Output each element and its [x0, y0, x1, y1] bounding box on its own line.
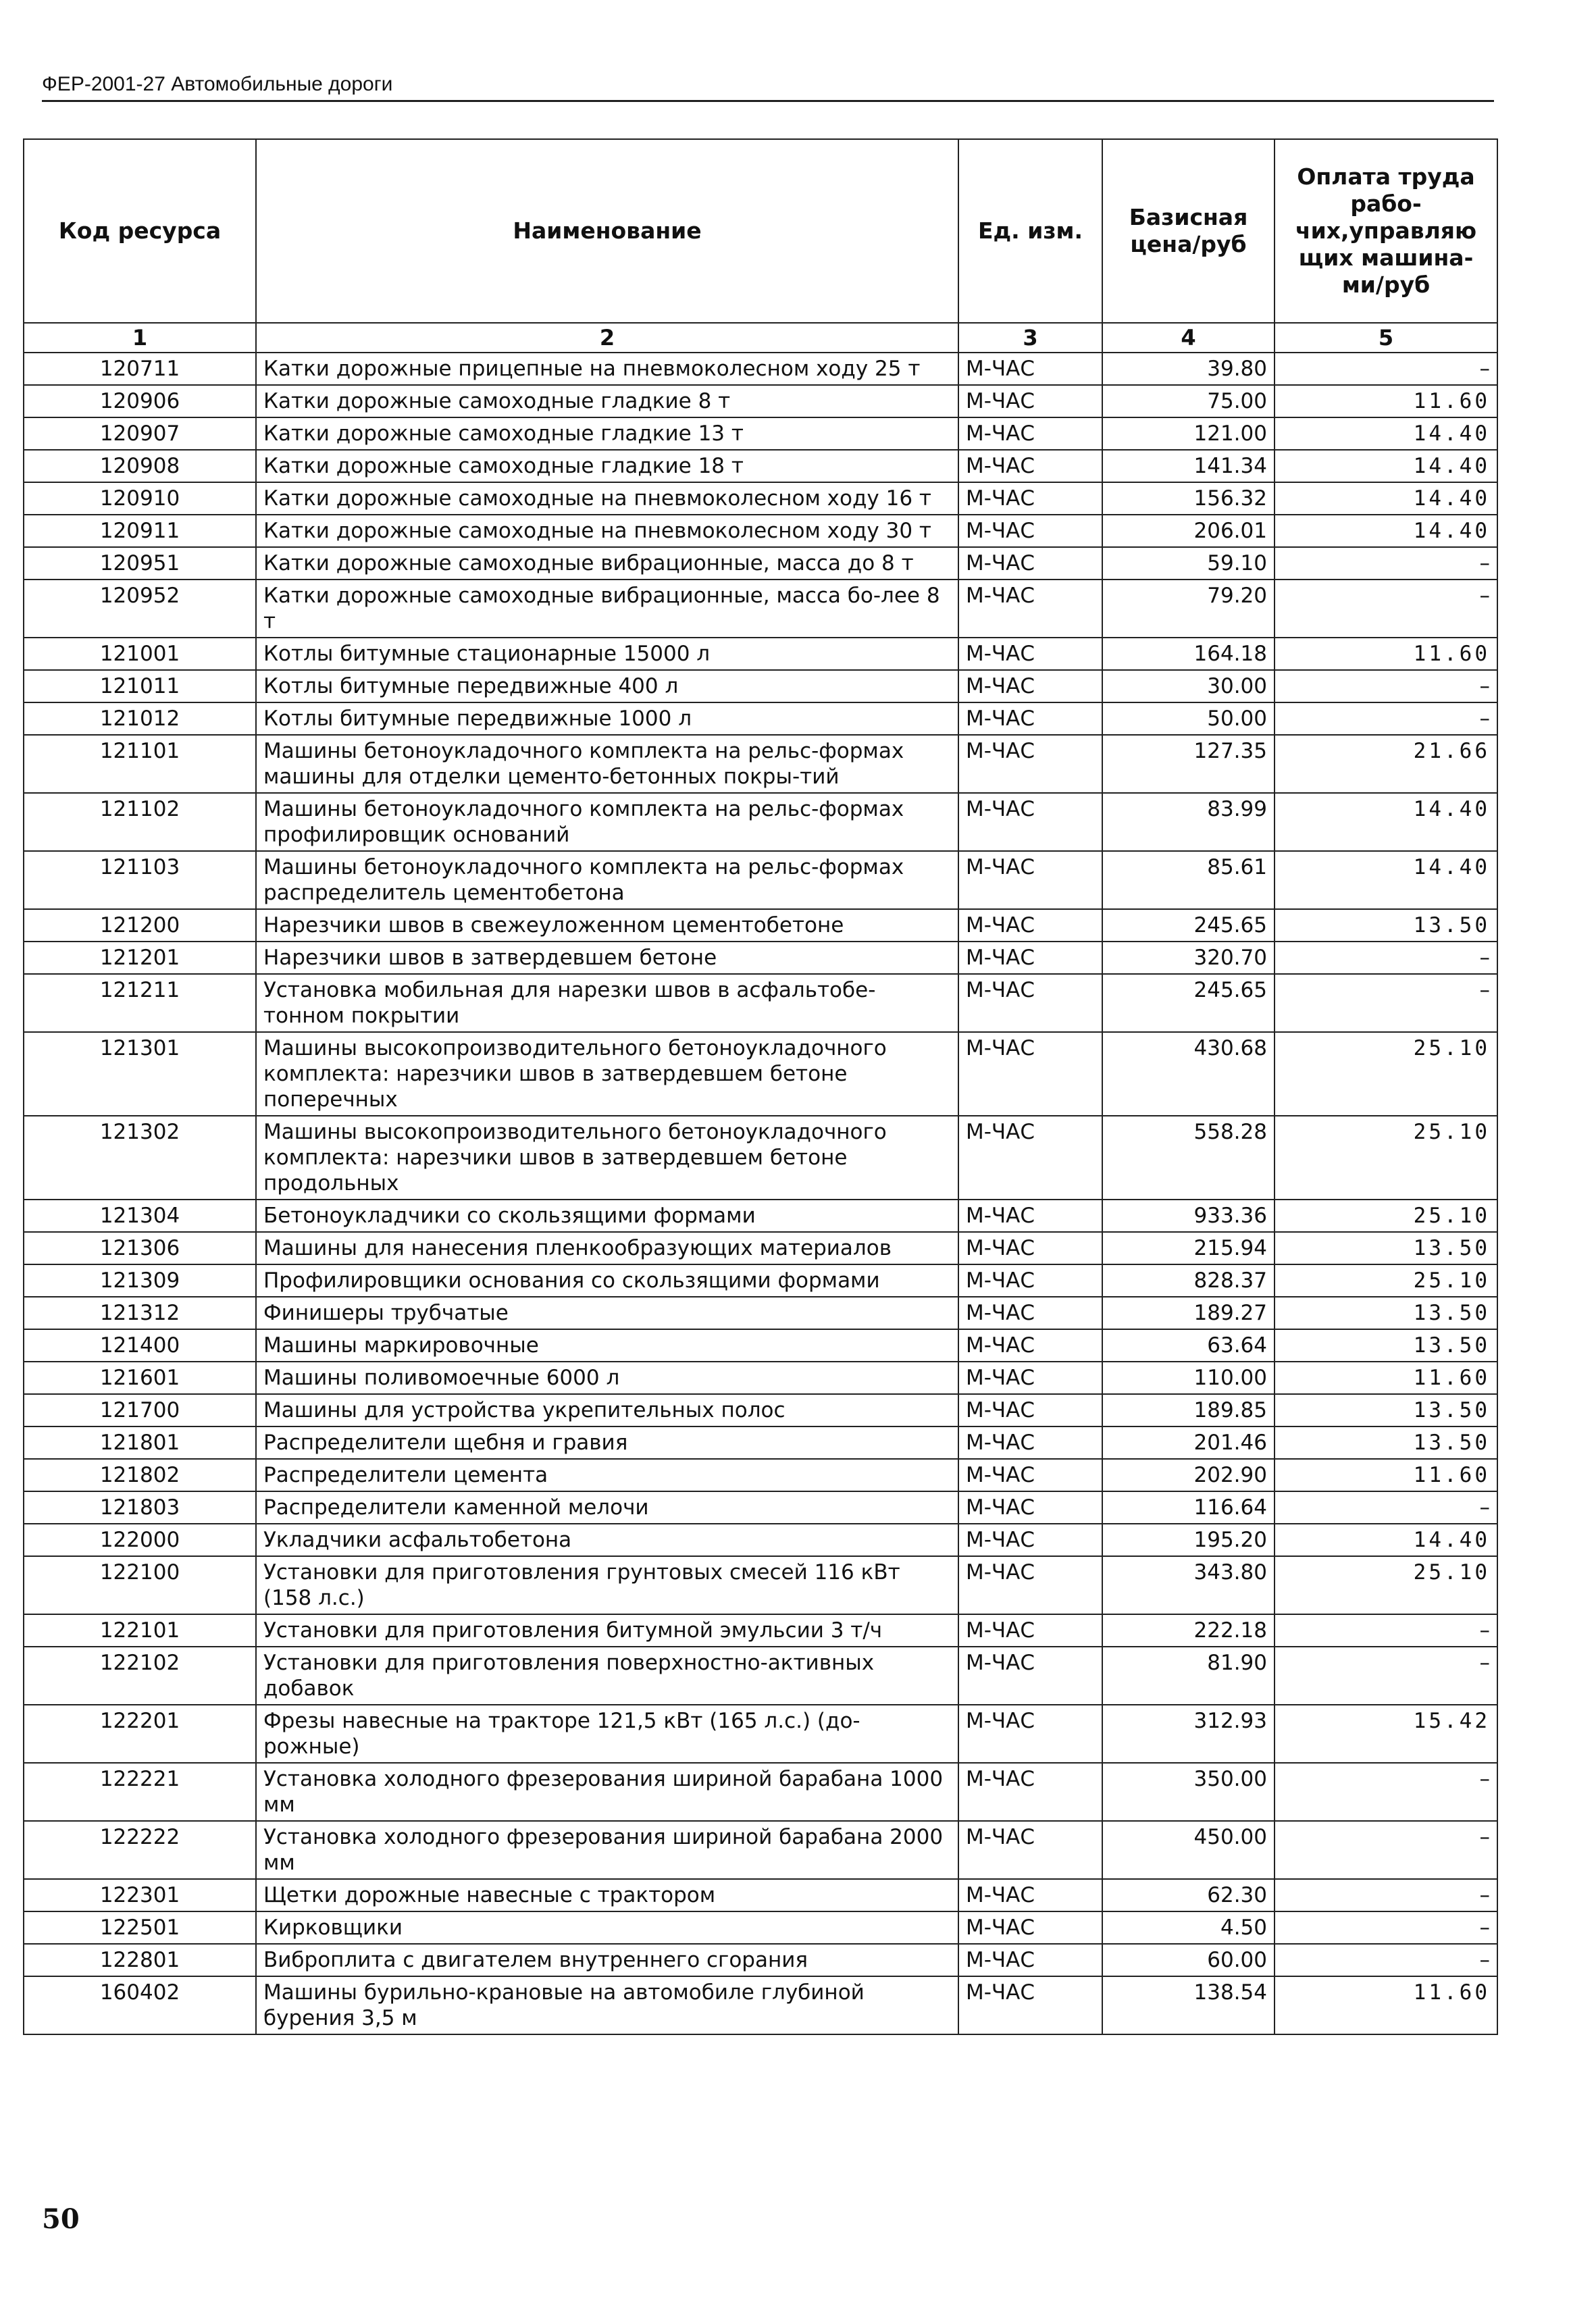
base-price-cell: 138.54: [1102, 1976, 1275, 2034]
table-row: [24, 450, 1497, 482]
column-number: 5: [1275, 323, 1497, 353]
table-row: [24, 1394, 1497, 1426]
base-price-cell: 430.68: [1102, 1032, 1275, 1116]
resource-name-cell: Машины поливомоечные 6000 л: [256, 1362, 958, 1394]
base-price-cell: 62.30: [1102, 1879, 1275, 1911]
unit-cell: М-ЧАС: [958, 580, 1102, 638]
operator-wage-cell: 25.10: [1275, 1032, 1497, 1116]
column-number: 4: [1102, 323, 1275, 353]
resource-code-cell: 121312: [24, 1297, 256, 1329]
base-price-cell: 343.80: [1102, 1556, 1275, 1614]
resource-name-cell: Машины бетоноукладочного комплекта на рельс-формах профилировщик оснований: [256, 793, 958, 851]
operator-wage-cell: 11.60: [1275, 1459, 1497, 1491]
table-row: [24, 385, 1497, 417]
unit-cell: М-ЧАС: [958, 482, 1102, 515]
resource-name-cell: Распределители каменной мелочи: [256, 1491, 958, 1524]
table-row: [24, 1032, 1497, 1116]
resource-name-cell: Катки дорожные самоходные вибрационные, масса бо-лее 8 т: [256, 580, 958, 638]
base-price-cell: 195.20: [1102, 1524, 1275, 1556]
base-price-cell: 39.80: [1102, 353, 1275, 385]
column-number: 2: [256, 323, 958, 353]
operator-wage-cell: 14.40: [1275, 851, 1497, 909]
resource-name-cell: Установки для приготовления грунтовых смесей 116 кВт (158 л.с.): [256, 1556, 958, 1614]
operator-wage-cell: –: [1275, 580, 1497, 638]
unit-cell: М-ЧАС: [958, 1524, 1102, 1556]
resource-name-cell: Катки дорожные самоходные на пневмоколесном ходу 16 т: [256, 482, 958, 515]
unit-cell: М-ЧАС: [958, 1944, 1102, 1976]
unit-cell: М-ЧАС: [958, 851, 1102, 909]
unit-cell: М-ЧАС: [958, 1647, 1102, 1705]
base-price-cell: 245.65: [1102, 974, 1275, 1032]
resource-code-cell: 122201: [24, 1705, 256, 1763]
resource-code-cell: 121200: [24, 909, 256, 942]
unit-cell: М-ЧАС: [958, 353, 1102, 385]
table-row: [24, 909, 1497, 942]
table-row: [24, 1459, 1497, 1491]
resource-name-cell: Катки дорожные самоходные на пневмоколесном ходу 30 т: [256, 515, 958, 547]
resource-code-cell: 121306: [24, 1232, 256, 1264]
base-price-cell: 828.37: [1102, 1264, 1275, 1297]
resource-code-cell: 122221: [24, 1763, 256, 1821]
operator-wage-cell: –: [1275, 1911, 1497, 1944]
resource-name-cell: Катки дорожные прицепные на пневмоколесном ходу 25 т: [256, 353, 958, 385]
table-row: [24, 580, 1497, 638]
resource-name-cell: Машины маркировочные: [256, 1329, 958, 1362]
resource-code-cell: 122222: [24, 1821, 256, 1879]
operator-wage-cell: 25.10: [1275, 1116, 1497, 1200]
base-price-cell: 245.65: [1102, 909, 1275, 942]
resource-code-cell: 120711: [24, 353, 256, 385]
resource-code-cell: 121201: [24, 942, 256, 974]
resource-table: [23, 138, 1498, 2035]
resource-name-cell: Установки для приготовления битумной эмульсии 3 т/ч: [256, 1614, 958, 1647]
table-row: [24, 353, 1497, 385]
base-price-cell: 60.00: [1102, 1944, 1275, 1976]
base-price-cell: 933.36: [1102, 1200, 1275, 1232]
resource-code-cell: 121601: [24, 1362, 256, 1394]
column-number-row: [24, 323, 1497, 353]
operator-wage-cell: 13.50: [1275, 1329, 1497, 1362]
unit-cell: М-ЧАС: [958, 1362, 1102, 1394]
header-wage: Оплата труда рабо-чих,управляю щих машина-ми/руб: [1275, 139, 1497, 323]
resource-name-cell: Нарезчики швов в затвердевшем бетоне: [256, 942, 958, 974]
table-row: [24, 1944, 1497, 1976]
operator-wage-cell: 25.10: [1275, 1264, 1497, 1297]
base-price-cell: 83.99: [1102, 793, 1275, 851]
unit-cell: М-ЧАС: [958, 942, 1102, 974]
operator-wage-cell: –: [1275, 1763, 1497, 1821]
resource-name-cell: Распределители щебня и гравия: [256, 1426, 958, 1459]
resource-code-cell: 121400: [24, 1329, 256, 1362]
unit-cell: М-ЧАС: [958, 974, 1102, 1032]
resource-code-cell: 121700: [24, 1394, 256, 1426]
table-row: [24, 1200, 1497, 1232]
table-row: [24, 1911, 1497, 1944]
resource-code-cell: 122100: [24, 1556, 256, 1614]
resource-code-cell: 120908: [24, 450, 256, 482]
unit-cell: М-ЧАС: [958, 638, 1102, 670]
resource-name-cell: Машины высокопроизводительного бетоноукладочного комплекта: нарезчики швов в затвердевшем бетоне продольных: [256, 1116, 958, 1200]
table-row: [24, 1116, 1497, 1200]
operator-wage-cell: 21.66: [1275, 735, 1497, 793]
operator-wage-cell: –: [1275, 974, 1497, 1032]
base-price-cell: 127.35: [1102, 735, 1275, 793]
unit-cell: М-ЧАС: [958, 702, 1102, 735]
table-row: [24, 1491, 1497, 1524]
resource-name-cell: Кирковщики: [256, 1911, 958, 1944]
table-row: [24, 1705, 1497, 1763]
resource-code-cell: 120906: [24, 385, 256, 417]
operator-wage-cell: 13.50: [1275, 1426, 1497, 1459]
resource-name-cell: Установки для приготовления поверхностно-активных добавок: [256, 1647, 958, 1705]
table-row: [24, 1362, 1497, 1394]
table-row: [24, 547, 1497, 580]
resource-name-cell: Машины высокопроизводительного бетоноукладочного комплекта: нарезчики швов в затвердевшем бетоне поперечных: [256, 1032, 958, 1116]
table-row: [24, 417, 1497, 450]
table-row: [24, 1614, 1497, 1647]
resource-code-cell: 121103: [24, 851, 256, 909]
resource-name-cell: Виброплита с двигателем внутреннего сгорания: [256, 1944, 958, 1976]
operator-wage-cell: 13.50: [1275, 1394, 1497, 1426]
base-price-cell: 121.00: [1102, 417, 1275, 450]
table-row: [24, 1647, 1497, 1705]
operator-wage-cell: 25.10: [1275, 1200, 1497, 1232]
resource-name-cell: Установка холодного фрезерования шириной барабана 1000 мм: [256, 1763, 958, 1821]
resource-code-cell: 122000: [24, 1524, 256, 1556]
unit-cell: М-ЧАС: [958, 1264, 1102, 1297]
operator-wage-cell: –: [1275, 547, 1497, 580]
page-number: 50: [42, 2203, 80, 2235]
unit-cell: М-ЧАС: [958, 793, 1102, 851]
table-row: [24, 1426, 1497, 1459]
base-price-cell: 350.00: [1102, 1763, 1275, 1821]
operator-wage-cell: –: [1275, 353, 1497, 385]
base-price-cell: 558.28: [1102, 1116, 1275, 1200]
resource-code-cell: 120951: [24, 547, 256, 580]
table-row: [24, 1976, 1497, 2034]
unit-cell: М-ЧАС: [958, 1394, 1102, 1426]
operator-wage-cell: 11.60: [1275, 638, 1497, 670]
unit-cell: М-ЧАС: [958, 385, 1102, 417]
operator-wage-cell: 11.60: [1275, 1362, 1497, 1394]
resource-code-cell: 121301: [24, 1032, 256, 1116]
table-row: [24, 1232, 1497, 1264]
resource-code-cell: 121304: [24, 1200, 256, 1232]
operator-wage-cell: –: [1275, 942, 1497, 974]
base-price-cell: 222.18: [1102, 1614, 1275, 1647]
resource-code-cell: 120907: [24, 417, 256, 450]
resource-code-cell: 120952: [24, 580, 256, 638]
table-row: [24, 515, 1497, 547]
unit-cell: М-ЧАС: [958, 1200, 1102, 1232]
operator-wage-cell: –: [1275, 1647, 1497, 1705]
resource-name-cell: Финишеры трубчатые: [256, 1297, 958, 1329]
header-code: Код ресурса: [24, 139, 256, 323]
operator-wage-cell: –: [1275, 702, 1497, 735]
table-row: [24, 1556, 1497, 1614]
table-row: [24, 851, 1497, 909]
table-row: [24, 974, 1497, 1032]
unit-cell: М-ЧАС: [958, 450, 1102, 482]
unit-cell: М-ЧАС: [958, 1116, 1102, 1200]
unit-cell: М-ЧАС: [958, 1232, 1102, 1264]
unit-cell: М-ЧАС: [958, 1976, 1102, 2034]
unit-cell: М-ЧАС: [958, 1705, 1102, 1763]
operator-wage-cell: 11.60: [1275, 1976, 1497, 2034]
table-row: [24, 670, 1497, 702]
base-price-cell: 189.27: [1102, 1297, 1275, 1329]
resource-code-cell: 120910: [24, 482, 256, 515]
unit-cell: М-ЧАС: [958, 735, 1102, 793]
base-price-cell: 85.61: [1102, 851, 1275, 909]
base-price-cell: 320.70: [1102, 942, 1275, 974]
resource-name-cell: Катки дорожные самоходные гладкие 18 т: [256, 450, 958, 482]
resource-name-cell: Машины для нанесения пленкообразующих материалов: [256, 1232, 958, 1264]
resource-code-cell: 121001: [24, 638, 256, 670]
base-price-cell: 50.00: [1102, 702, 1275, 735]
column-number: 1: [24, 323, 256, 353]
resource-code-cell: 122301: [24, 1879, 256, 1911]
base-price-cell: 156.32: [1102, 482, 1275, 515]
unit-cell: М-ЧАС: [958, 1879, 1102, 1911]
base-price-cell: 110.00: [1102, 1362, 1275, 1394]
resource-code-cell: 121802: [24, 1459, 256, 1491]
resource-name-cell: Котлы битумные передвижные 1000 л: [256, 702, 958, 735]
resource-name-cell: Машины бетоноукладочного комплекта на рельс-формах машины для отделки цементо-бетонных покры-тий: [256, 735, 958, 793]
operator-wage-cell: –: [1275, 1879, 1497, 1911]
base-price-cell: 79.20: [1102, 580, 1275, 638]
operator-wage-cell: –: [1275, 1821, 1497, 1879]
operator-wage-cell: 11.60: [1275, 385, 1497, 417]
header-name: Наименование: [256, 139, 958, 323]
resource-name-cell: Машины для устройства укрепительных полос: [256, 1394, 958, 1426]
unit-cell: М-ЧАС: [958, 670, 1102, 702]
column-number: 3: [958, 323, 1102, 353]
resource-name-cell: Котлы битумные стационарные 15000 л: [256, 638, 958, 670]
operator-wage-cell: 14.40: [1275, 793, 1497, 851]
resource-code-cell: 121102: [24, 793, 256, 851]
table-row: [24, 1264, 1497, 1297]
unit-cell: М-ЧАС: [958, 1459, 1102, 1491]
unit-cell: М-ЧАС: [958, 417, 1102, 450]
table-row: [24, 1524, 1497, 1556]
unit-cell: М-ЧАС: [958, 1491, 1102, 1524]
base-price-cell: 81.90: [1102, 1647, 1275, 1705]
unit-cell: М-ЧАС: [958, 909, 1102, 942]
base-price-cell: 202.90: [1102, 1459, 1275, 1491]
table-row: [24, 1821, 1497, 1879]
operator-wage-cell: 14.40: [1275, 515, 1497, 547]
resource-code-cell: 121011: [24, 670, 256, 702]
resource-code-cell: 121801: [24, 1426, 256, 1459]
base-price-cell: 63.64: [1102, 1329, 1275, 1362]
table-row: [24, 1329, 1497, 1362]
unit-cell: М-ЧАС: [958, 1614, 1102, 1647]
unit-cell: М-ЧАС: [958, 1426, 1102, 1459]
base-price-cell: 164.18: [1102, 638, 1275, 670]
operator-wage-cell: 13.50: [1275, 909, 1497, 942]
operator-wage-cell: 14.40: [1275, 450, 1497, 482]
resource-name-cell: Распределители цемента: [256, 1459, 958, 1491]
resource-name-cell: Профилировщики основания со скользящими формами: [256, 1264, 958, 1297]
resource-code-cell: 122501: [24, 1911, 256, 1944]
operator-wage-cell: 14.40: [1275, 482, 1497, 515]
table-row: [24, 702, 1497, 735]
base-price-cell: 59.10: [1102, 547, 1275, 580]
unit-cell: М-ЧАС: [958, 1556, 1102, 1614]
resource-name-cell: Машины бурильно-крановые на автомобиле глубиной бурения 3,5 м: [256, 1976, 958, 2034]
resource-code-cell: 122101: [24, 1614, 256, 1647]
resource-code-cell: 122801: [24, 1944, 256, 1976]
unit-cell: М-ЧАС: [958, 1763, 1102, 1821]
table-row: [24, 942, 1497, 974]
unit-cell: М-ЧАС: [958, 1297, 1102, 1329]
base-price-cell: 30.00: [1102, 670, 1275, 702]
base-price-cell: 141.34: [1102, 450, 1275, 482]
unit-cell: М-ЧАС: [958, 1821, 1102, 1879]
resource-code-cell: 121012: [24, 702, 256, 735]
base-price-cell: 189.85: [1102, 1394, 1275, 1426]
base-price-cell: 312.93: [1102, 1705, 1275, 1763]
resource-code-cell: 121803: [24, 1491, 256, 1524]
table-row: [24, 1879, 1497, 1911]
base-price-cell: 201.46: [1102, 1426, 1275, 1459]
table-row: [24, 735, 1497, 793]
resource-name-cell: Котлы битумные передвижные 400 л: [256, 670, 958, 702]
resource-name-cell: Катки дорожные самоходные гладкие 8 т: [256, 385, 958, 417]
header-row: [24, 139, 1497, 323]
resource-name-cell: Катки дорожные самоходные вибрационные, масса до 8 т: [256, 547, 958, 580]
resource-name-cell: Установка холодного фрезерования шириной барабана 2000 мм: [256, 1821, 958, 1879]
base-price-cell: 206.01: [1102, 515, 1275, 547]
resource-name-cell: Установка мобильная для нарезки швов в асфальтобе-тонном покрытии: [256, 974, 958, 1032]
table-row: [24, 1297, 1497, 1329]
resource-code-cell: 121101: [24, 735, 256, 793]
table-body: [24, 353, 1497, 2034]
table-row: [24, 482, 1497, 515]
resource-code-cell: 120911: [24, 515, 256, 547]
operator-wage-cell: –: [1275, 1614, 1497, 1647]
resource-name-cell: Фрезы навесные на тракторе 121,5 кВт (165 л.с.) (до-рожные): [256, 1705, 958, 1763]
operator-wage-cell: –: [1275, 670, 1497, 702]
resource-name-cell: Укладчики асфальтобетона: [256, 1524, 958, 1556]
unit-cell: М-ЧАС: [958, 1032, 1102, 1116]
table-row: [24, 793, 1497, 851]
operator-wage-cell: 13.50: [1275, 1297, 1497, 1329]
page-header: ФЕР-2001-27 Автомобильные дороги: [42, 73, 1494, 102]
unit-cell: М-ЧАС: [958, 1911, 1102, 1944]
operator-wage-cell: –: [1275, 1491, 1497, 1524]
operator-wage-cell: 25.10: [1275, 1556, 1497, 1614]
resource-code-cell: 160402: [24, 1976, 256, 2034]
header-price: Базисная цена/руб: [1102, 139, 1275, 323]
unit-cell: М-ЧАС: [958, 515, 1102, 547]
operator-wage-cell: –: [1275, 1944, 1497, 1976]
base-price-cell: 215.94: [1102, 1232, 1275, 1264]
resource-name-cell: Щетки дорожные навесные с трактором: [256, 1879, 958, 1911]
base-price-cell: 116.64: [1102, 1491, 1275, 1524]
base-price-cell: 4.50: [1102, 1911, 1275, 1944]
resource-code-cell: 122102: [24, 1647, 256, 1705]
base-price-cell: 450.00: [1102, 1821, 1275, 1879]
unit-cell: М-ЧАС: [958, 547, 1102, 580]
resource-code-cell: 121302: [24, 1116, 256, 1200]
operator-wage-cell: 14.40: [1275, 417, 1497, 450]
operator-wage-cell: 13.50: [1275, 1232, 1497, 1264]
resource-name-cell: Машины бетоноукладочного комплекта на рельс-формах распределитель цементобетона: [256, 851, 958, 909]
header-unit: Ед. изм.: [958, 139, 1102, 323]
resource-code-cell: 121309: [24, 1264, 256, 1297]
unit-cell: М-ЧАС: [958, 1329, 1102, 1362]
base-price-cell: 75.00: [1102, 385, 1275, 417]
table-row: [24, 638, 1497, 670]
operator-wage-cell: 15.42: [1275, 1705, 1497, 1763]
resource-name-cell: Катки дорожные самоходные гладкие 13 т: [256, 417, 958, 450]
table-row: [24, 1763, 1497, 1821]
resource-name-cell: Бетоноукладчики со скользящими формами: [256, 1200, 958, 1232]
resource-name-cell: Нарезчики швов в свежеуложенном цементобетоне: [256, 909, 958, 942]
operator-wage-cell: 14.40: [1275, 1524, 1497, 1556]
resource-code-cell: 121211: [24, 974, 256, 1032]
